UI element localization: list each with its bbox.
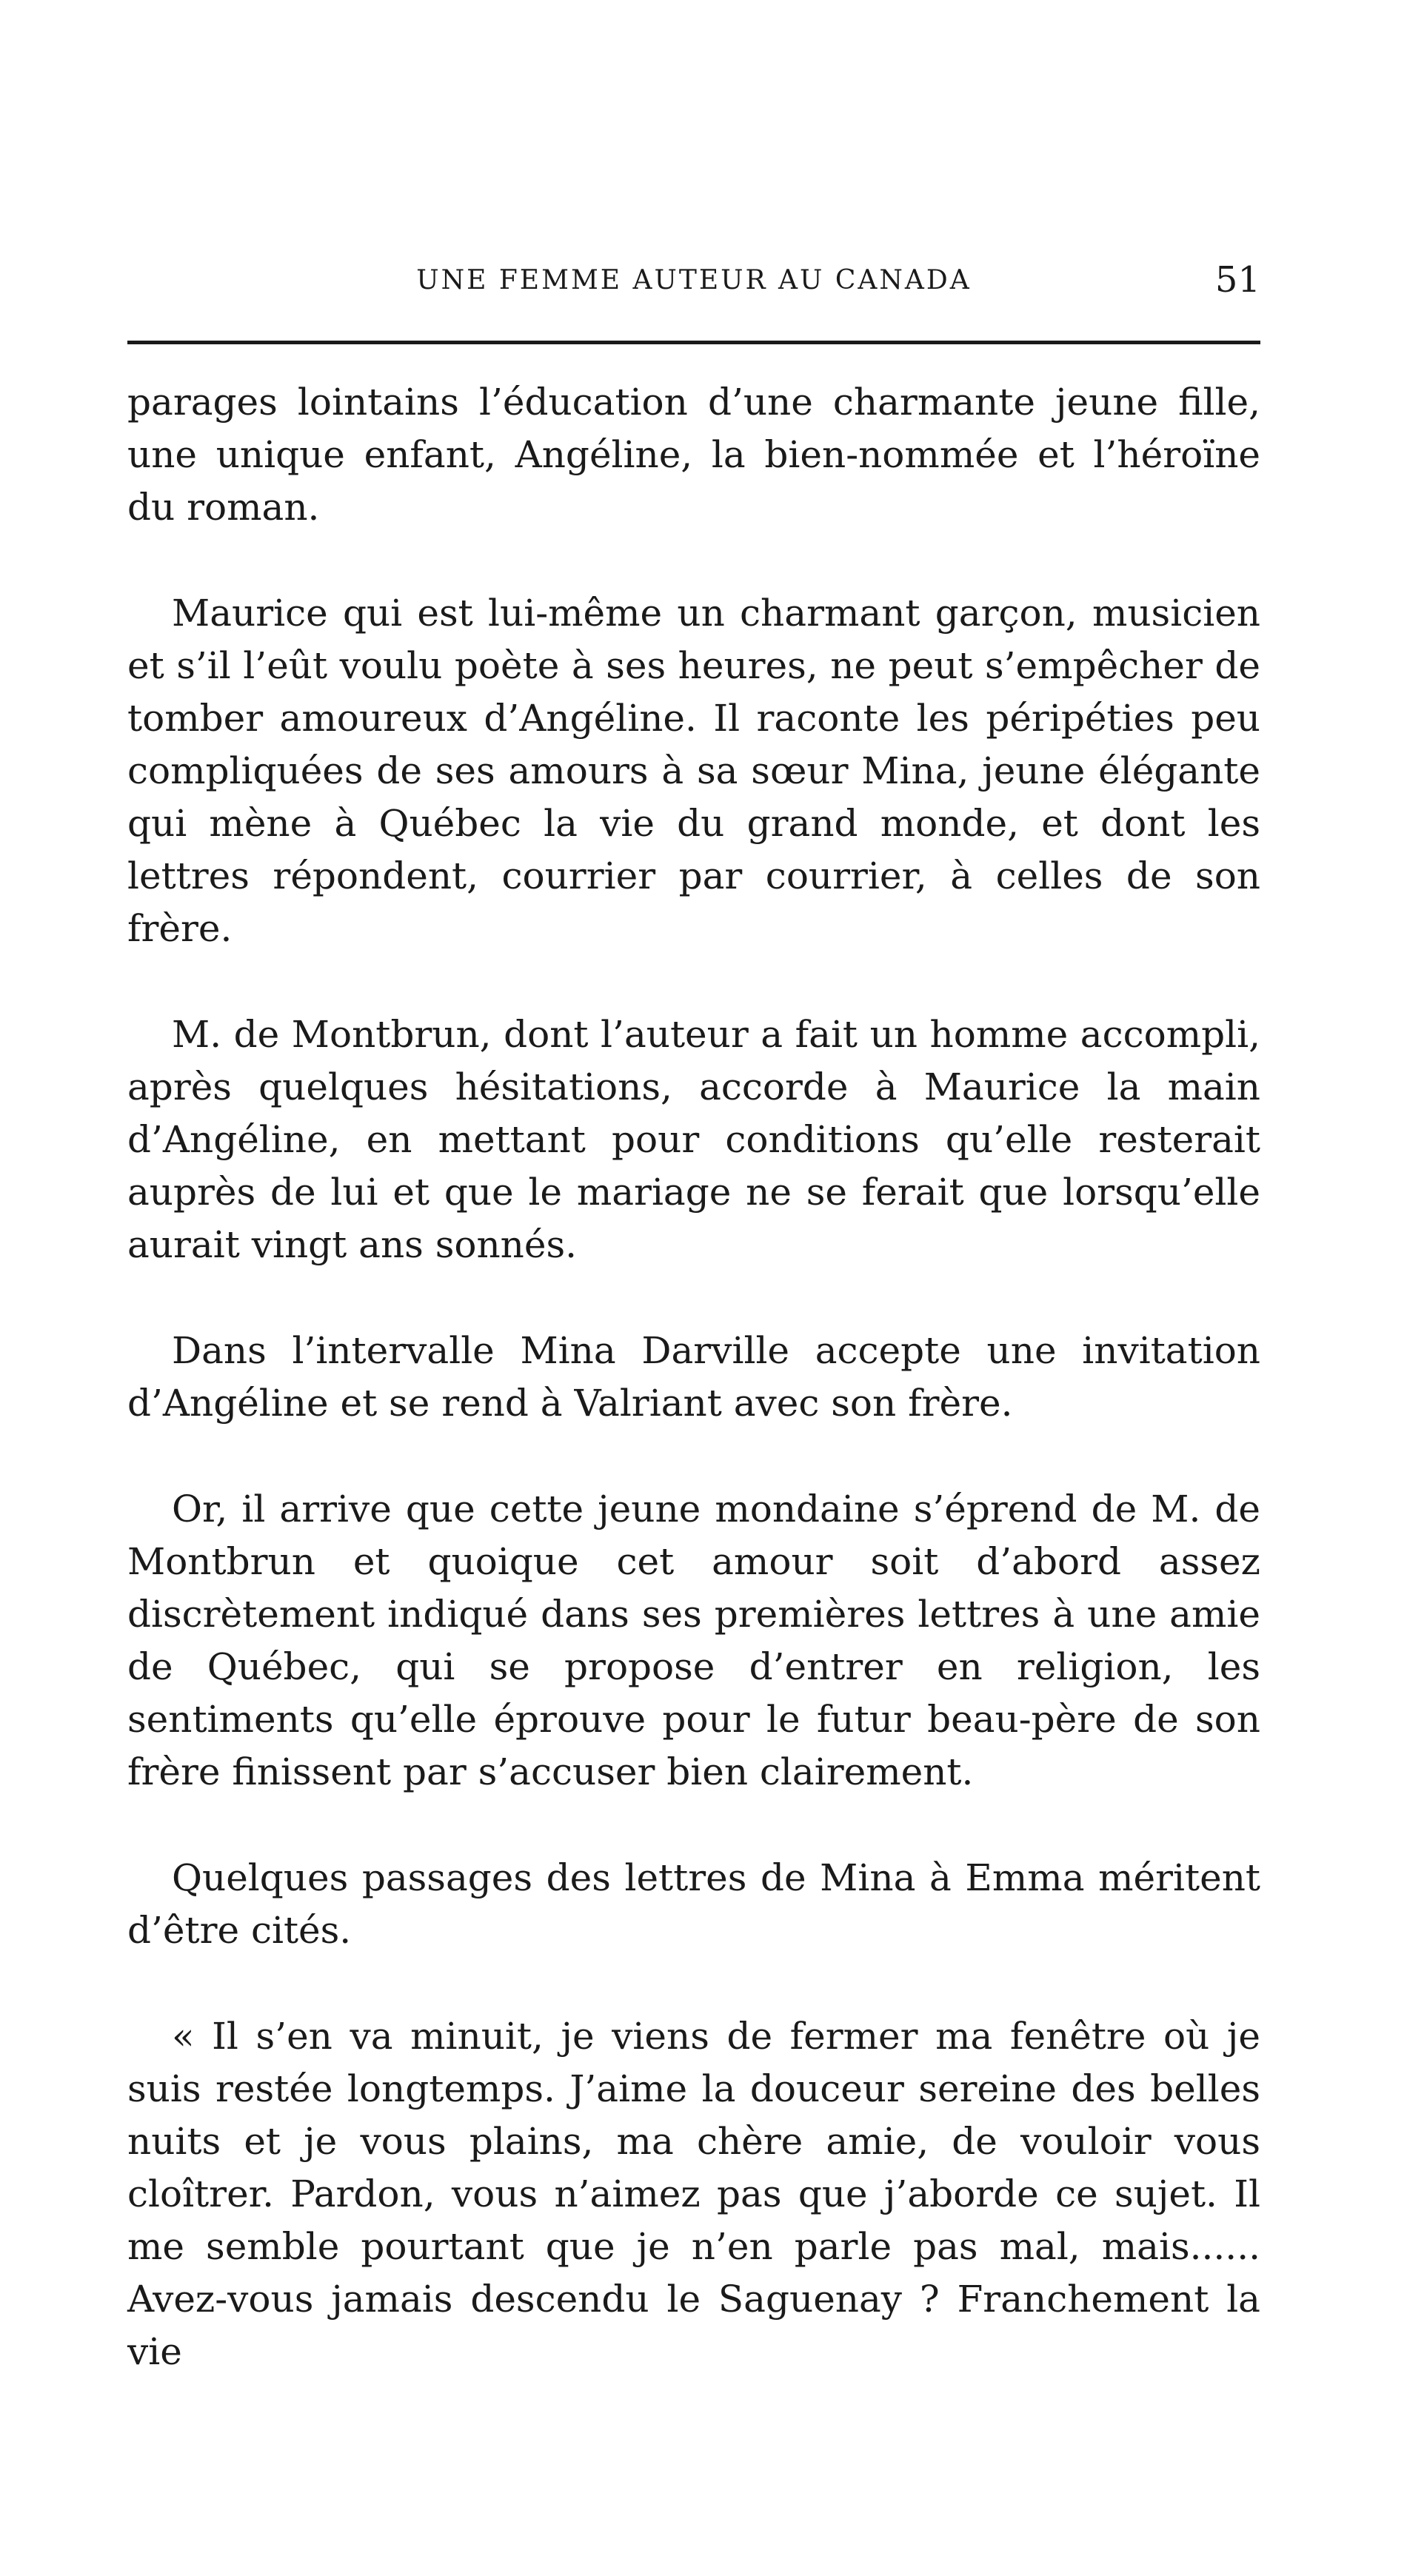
paragraph-continuation: parages lointains l’éducation d’une charmante jeune fille, une unique enfant, Angéline, la bien-nommée et l’héroïne du roman. [127,381,1260,529]
paragraph-letter-quote: « Il s’en va minuit, je viens de fermer ma fenêtre où je suis restée longtemps. J’aime la douceur sereine des belles nuits et je vous plains, ma chère amie, de vouloir vous cloîtrer. Pardon, vous n’aimez pas que j’aborde ce sujet. Il me semble pourtant que je n’en parle pas mal, mais...... Avez-vous jamais descendu le Saguenay ? Franchement la vie [127,2015,1260,2373]
header-rule [127,341,1260,344]
body-text [127,376,1260,2378]
paragraph-mondaine: Or, il arrive que cette jeune mondaine s’éprend de M. de Montbrun et quoique cet amour soit d’abord assez discrètement indiqué dans ses premières lettres à une amie de Québec, qui se propose d’entrer en religion, les sentiments qu’elle éprouve pour le futur beau-père de son frère finissent par s’accuser bien clairement. [127,1488,1260,1793]
paragraph-montbrun: M. de Montbrun, dont l’auteur a fait un homme accompli, après quelques hésitations, accorde à Maurice la main d’Angéline, en mettant pour conditions qu’elle resterait auprès de lui et que le mariage ne se ferait que lorsqu’elle aurait vingt ans sonnés. [127,1013,1260,1266]
paragraph-passages: Quelques passages des lettres de Mina à Emma méritent d’être cités. [127,1856,1260,1952]
running-title: UNE FEMME AUTEUR AU CANADA [416,265,972,295]
running-head [127,259,1260,304]
page-number: 51 [1214,259,1260,301]
paragraph-maurice: Maurice qui est lui-même un charmant garçon, musicien et s’il l’eût voulu poète à ses heures, ne peut s’empêcher de tomber amoureux d’Angéline. Il raconte les péripéties peu compliquées de ses amours à sa sœur Mina, jeune élégante qui mène à Québec la vie du grand monde, et dont les lettres répondent, courrier par courrier, à celles de son frère. [127,592,1260,950]
paragraph-intervalle: Dans l’intervalle Mina Darville accepte une invitation d’Angéline et se rend à Valriant avec son frère. [127,1329,1260,1425]
